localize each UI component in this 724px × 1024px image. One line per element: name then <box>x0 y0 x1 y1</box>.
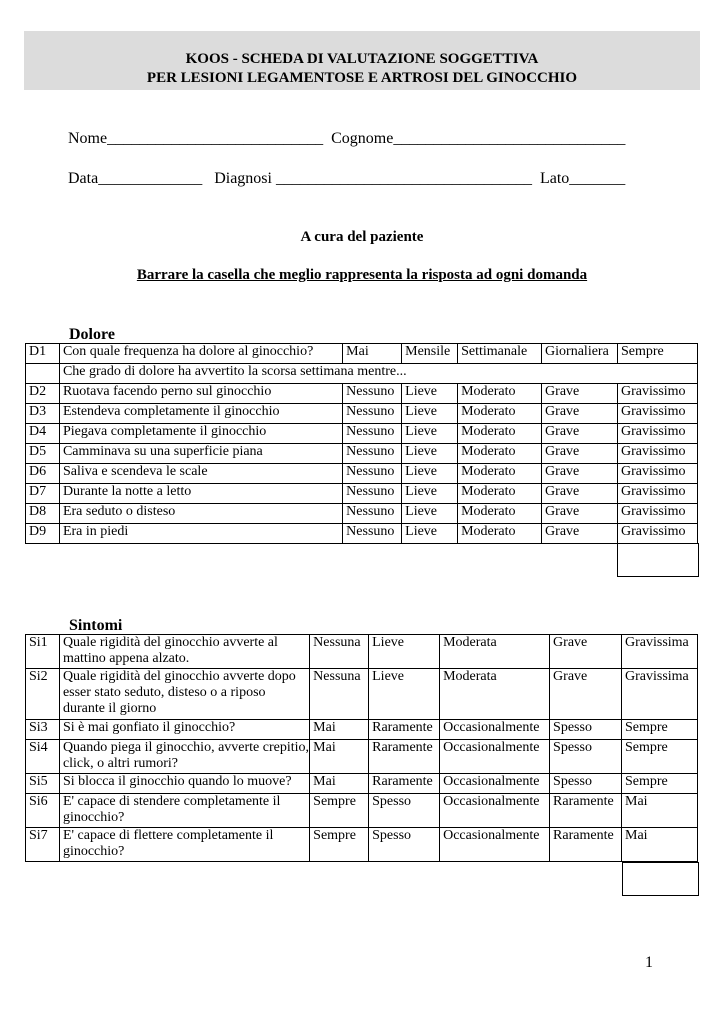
sintomi-table <box>25 634 698 862</box>
question-code: D4 <box>26 424 60 444</box>
answer-option[interactable]: Giornaliera <box>542 344 618 364</box>
answer-option[interactable]: Raramente <box>369 740 440 774</box>
question-text: Quale rigidità del ginocchio avverte al mattino appena alzato. <box>59 635 309 669</box>
answer-option[interactable]: Lieve <box>402 404 458 424</box>
table-row <box>26 669 698 720</box>
answer-option[interactable]: Moderato <box>458 444 542 464</box>
table-row <box>26 364 698 384</box>
answer-option[interactable]: Raramente <box>550 794 622 828</box>
answer-option[interactable]: Nessuno <box>343 524 402 544</box>
table-row <box>26 404 698 424</box>
answer-option[interactable]: Nessuno <box>343 444 402 464</box>
table-row <box>26 794 698 828</box>
answer-option[interactable]: Sempre <box>310 828 369 862</box>
question-code: D1 <box>26 344 60 364</box>
question-code: D6 <box>26 464 60 484</box>
answer-option[interactable]: Sempre <box>618 344 698 364</box>
sintomi-score-box[interactable] <box>622 862 699 896</box>
sintomi-section-title: Sintomi <box>69 617 123 634</box>
instruction-text: Barrare la casella che meglio rappresenta la risposta ad ogni domanda <box>136 267 588 283</box>
answer-option[interactable]: Grave <box>550 669 622 720</box>
answer-option[interactable]: Lieve <box>402 464 458 484</box>
answer-option[interactable]: Lieve <box>402 444 458 464</box>
question-text: Quando piega il ginocchio, avverte crepitio, click, o altri rumori? <box>59 740 309 774</box>
answer-option[interactable]: Nessuno <box>343 424 402 444</box>
answer-option[interactable]: Mai <box>622 794 698 828</box>
answer-option[interactable]: Gravissimo <box>618 384 698 404</box>
answer-option[interactable]: Mai <box>310 774 369 794</box>
answer-option[interactable]: Nessuno <box>343 484 402 504</box>
answer-option[interactable]: Grave <box>542 504 618 524</box>
answer-option[interactable]: Raramente <box>369 774 440 794</box>
question-text: Durante la notte a letto <box>59 484 342 504</box>
answer-option[interactable]: Raramente <box>369 720 440 740</box>
question-code: D8 <box>26 504 60 524</box>
answer-option[interactable]: Moderato <box>458 484 542 504</box>
answer-option[interactable]: Gravissimo <box>618 504 698 524</box>
answer-option[interactable]: Nessuna <box>310 635 369 669</box>
question-text: E' capace di stendere completamente il ginocchio? <box>59 794 309 828</box>
question-code: Si1 <box>26 635 60 669</box>
dolore-section-title: Dolore <box>69 326 115 343</box>
answer-option[interactable]: Spesso <box>369 828 440 862</box>
answer-option[interactable]: Moderato <box>458 504 542 524</box>
answer-option[interactable]: Grave <box>542 464 618 484</box>
question-code: D2 <box>26 384 60 404</box>
answer-option[interactable]: Moderata <box>440 635 550 669</box>
a-cura-heading: A cura del paziente <box>300 229 424 245</box>
table-row <box>26 504 698 524</box>
question-code: Si5 <box>26 774 60 794</box>
answer-option[interactable]: Mai <box>310 740 369 774</box>
answer-option[interactable]: Nessuno <box>343 464 402 484</box>
question-text: Piegava completamente il ginocchio <box>59 424 342 444</box>
answer-option[interactable]: Occasionalmente <box>440 794 550 828</box>
table-row <box>26 740 698 774</box>
question-code: Si4 <box>26 740 60 774</box>
question-text: Si blocca il ginocchio quando lo muove? <box>59 774 309 794</box>
table-row <box>26 828 698 862</box>
question-text: Estendeva completamente il ginocchio <box>59 404 342 424</box>
answer-option[interactable]: Settimanale <box>458 344 542 364</box>
answer-option[interactable]: Gravissimo <box>618 464 698 484</box>
answer-option[interactable]: Raramente <box>550 828 622 862</box>
question-code: Si7 <box>26 828 60 862</box>
answer-option[interactable]: Mai <box>310 720 369 740</box>
table-row <box>26 524 698 544</box>
answer-option[interactable]: Mensile <box>402 344 458 364</box>
question-code: D9 <box>26 524 60 544</box>
answer-option[interactable]: Moderato <box>458 404 542 424</box>
answer-option[interactable]: Spesso <box>550 720 622 740</box>
question-text: Era seduto o disteso <box>59 504 342 524</box>
answer-option[interactable]: Lieve <box>402 524 458 544</box>
answer-option[interactable]: Occasionalmente <box>440 720 550 740</box>
table-row <box>26 424 698 444</box>
answer-option[interactable]: Grave <box>542 424 618 444</box>
answer-option[interactable]: Sempre <box>622 774 698 794</box>
question-code: Si6 <box>26 794 60 828</box>
answer-option[interactable]: Grave <box>542 404 618 424</box>
answer-option[interactable]: Sempre <box>622 720 698 740</box>
question-code: D7 <box>26 484 60 504</box>
table-row <box>26 720 698 740</box>
answer-option[interactable]: Nessuno <box>343 384 402 404</box>
page-number: 1 <box>645 954 653 971</box>
table-row <box>26 444 698 464</box>
answer-option[interactable]: Moderato <box>458 424 542 444</box>
answer-option[interactable]: Spesso <box>369 794 440 828</box>
answer-option[interactable]: Mai <box>622 828 698 862</box>
answer-option[interactable]: Gravissimo <box>618 404 698 424</box>
answer-option[interactable]: Lieve <box>402 484 458 504</box>
answer-option[interactable]: Moderato <box>458 524 542 544</box>
answer-option[interactable]: Moderato <box>458 384 542 404</box>
question-text: Era in piedi <box>59 524 342 544</box>
question-text: Si è mai gonfiato il ginocchio? <box>59 720 309 740</box>
answer-option[interactable]: Sempre <box>310 794 369 828</box>
question-code: D5 <box>26 444 60 464</box>
question-text: Quale rigidità del ginocchio avverte dopo esser stato seduto, disteso o a riposo durante il giorno <box>59 669 309 720</box>
table-row <box>26 484 698 504</box>
answer-option[interactable]: Gravissima <box>622 635 698 669</box>
answer-option[interactable]: Grave <box>542 524 618 544</box>
answer-option[interactable]: Lieve <box>402 424 458 444</box>
answer-option[interactable]: Occasionalmente <box>440 828 550 862</box>
answer-option[interactable]: Occasionalmente <box>440 774 550 794</box>
answer-option[interactable]: Nessuno <box>343 404 402 424</box>
question-text: Saliva e scendeva le scale <box>59 464 342 484</box>
table-row <box>26 464 698 484</box>
answer-option[interactable]: Grave <box>542 444 618 464</box>
answer-option[interactable]: Sempre <box>622 740 698 774</box>
dolore-score-box[interactable] <box>617 543 699 577</box>
question-code: D3 <box>26 404 60 424</box>
answer-option[interactable]: Lieve <box>369 635 440 669</box>
answer-option[interactable]: Grave <box>542 484 618 504</box>
answer-option[interactable]: Nessuna <box>310 669 369 720</box>
dolore-table <box>25 343 698 544</box>
answer-option[interactable]: Gravissimo <box>618 484 698 504</box>
pain-subheader: Che grado di dolore ha avvertito la scorsa settimana mentre... <box>59 364 697 384</box>
answer-option[interactable]: Spesso <box>550 740 622 774</box>
empty-cell <box>26 364 60 384</box>
answer-option[interactable]: Spesso <box>550 774 622 794</box>
answer-option[interactable]: Lieve <box>402 384 458 404</box>
answer-option[interactable]: Gravissima <box>622 669 698 720</box>
answer-option[interactable]: Occasionalmente <box>440 740 550 774</box>
answer-option[interactable]: Gravissimo <box>618 524 698 544</box>
answer-option[interactable]: Grave <box>550 635 622 669</box>
question-code: Si2 <box>26 669 60 720</box>
question-text: E' capace di flettere completamente il ginocchio? <box>59 828 309 862</box>
answer-option[interactable]: Gravissimo <box>618 424 698 444</box>
patient-info-fields[interactable]: Data_____________ Diagnosi ________________________________ Lato_______ <box>68 170 626 187</box>
form-header <box>24 31 700 90</box>
answer-option[interactable]: Grave <box>542 384 618 404</box>
answer-option[interactable]: Gravissimo <box>618 444 698 464</box>
answer-option[interactable]: Moderata <box>440 669 550 720</box>
question-text: Con quale frequenza ha dolore al ginocchio? <box>59 344 342 364</box>
answer-option[interactable]: Nessuno <box>343 504 402 524</box>
form-title-line-2: PER LESIONI LEGAMENTOSE E ARTROSI DEL GINOCCHIO <box>146 70 578 86</box>
patient-name-fields[interactable]: Nome___________________________ Cognome_____________________________ <box>68 130 626 147</box>
answer-option[interactable]: Moderato <box>458 464 542 484</box>
form-title-line-1: KOOS - SCHEDA DI VALUTAZIONE SOGGETTIVA <box>185 51 539 67</box>
answer-option[interactable]: Lieve <box>402 504 458 524</box>
table-row <box>26 344 698 364</box>
answer-option[interactable]: Lieve <box>369 669 440 720</box>
question-code: Si3 <box>26 720 60 740</box>
table-row <box>26 384 698 404</box>
table-row <box>26 635 698 669</box>
table-row <box>26 774 698 794</box>
question-text: Ruotava facendo perno sul ginocchio <box>59 384 342 404</box>
question-text: Camminava su una superficie piana <box>59 444 342 464</box>
answer-option[interactable]: Mai <box>343 344 402 364</box>
